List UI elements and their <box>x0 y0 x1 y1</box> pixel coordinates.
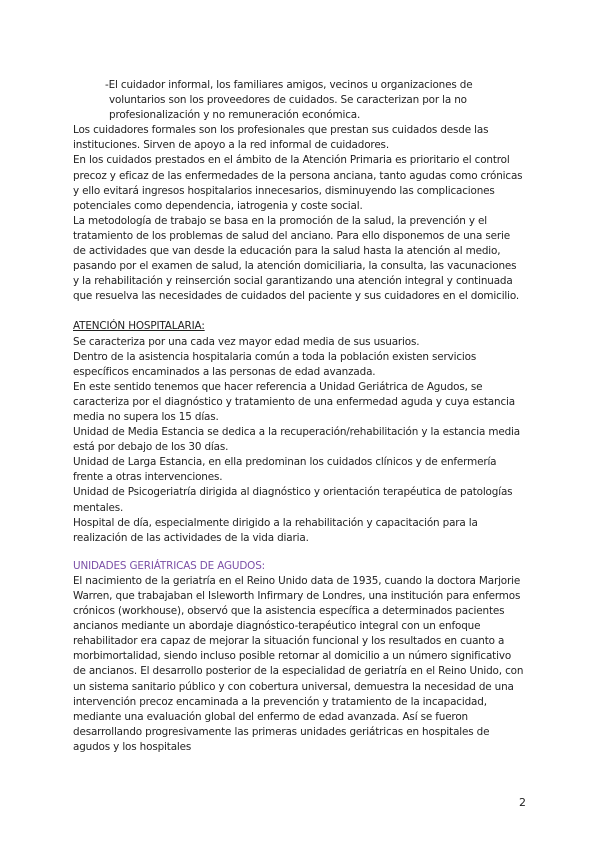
paragraph: Unidad de Larga Estancia, en ella predominan los cuidados clínicos y de enfermería frente a otras intervenciones. <box>73 456 497 484</box>
informal-caregiver-bullet: -El cuidador informal, los familiares amigos, vecinos u organizaciones de voluntarios son los proveedores de cuidados. Se caracterizan por la no profesionalización y no remuneración económica. <box>105 79 473 122</box>
paragraph: En este sentido tenemos que hacer referencia a Unidad Geriátrica de Agudos, se caracteriza por el diagnóstico y tratamiento de una enfermedad aguda y cuya estancia media no supera los 15 días. <box>73 380 515 423</box>
paragraph: El nacimiento de la geriatría en el Reino Unido data de 1935, cuando la doctora Marjorie Warren, que trabajaban el Isleworth Infirmary de Londres, una institución para enfermos crónicos (workhouse), observó que la asistencia específica a determinados pacientes ancianos mediante un abordaje diagnóstico-terapéutico integral con un enfoque rehabilitador era capaz de mejorar la situación funcional y los resultados en cuanto a morbimortalidad, siendo incluso posible retornar al domicilio a un número significativo de ancianos. El desarrollo posterior de la especialidad de geriatría en el Reino Unido, con un sistema sanitario público y con cobertura universal, demuestra la necesidad de una intervención precoz encaminada a la prevención y tratamiento de la incapacidad, mediante una evaluación global del enfermo de edad avanzada. Así se fueron desarrollando progresivamente las primeras unidades geriátricas en hospitales de agudos y los hospitales <box>73 574 524 753</box>
page-number: 2 <box>519 796 526 809</box>
paragraph: En los cuidados prestados en el ámbito de la Atención Primaria es prioritario el control precoz y eficaz de las enfermedades de la persona anciana, tanto agudas como crónicas y ello evitará ingresos hospitalarios innecesarios, disminuyendo las complicaciones potenciales como dependencia, iatrogenia y coste social. <box>73 154 523 212</box>
paragraph: Hospital de día, especialmente dirigido a la rehabilitación y capacitación para la realización de las actividades de la vida diaria. <box>73 516 478 544</box>
paragraph: Unidad de Media Estancia se dedica a la recuperación/rehabilitación y la estancia media está por debajo de los 30 días. <box>73 426 520 454</box>
paragraph: La metodología de trabajo se basa en la promoción de la salud, la prevención y el tratamiento de los problemas de salud del anciano. Para ello disponemos de una serie de actividades que van desde la educación para la salud hasta la atención al medio, pasando por el examen de salud, la atención domiciliaria, la consulta, las vacunaciones y la rehabilitación y reinserción social garantizando una atención integral y continuada que resuelva las necesidades de cuidados del paciente y sus cuidadores en el domicilio. <box>73 214 520 303</box>
paragraph: Unidad de Psicogeriatría dirigida al diagnóstico y orientación terapéutica de patologías mentales. <box>73 486 513 514</box>
paragraph: Se caracteriza por una cada vez mayor edad media de sus usuarios. <box>73 335 420 348</box>
page-content <box>73 78 525 755</box>
paragraph: Los cuidadores formales son los profesionales que prestan sus cuidados desde las instituciones. Sirven de apoyo a la red informal de cuidadores. <box>73 124 489 152</box>
section-heading-hospital: ATENCIÓN HOSPITALARIA: <box>73 320 205 333</box>
section-heading-agudos: UNIDADES GERIÁTRICAS DE AGUDOS: <box>73 559 266 572</box>
paragraph: Dentro de la asistencia hospitalaria común a toda la población existen servicios específicos encaminados a las personas de edad avanzada. <box>73 350 477 378</box>
